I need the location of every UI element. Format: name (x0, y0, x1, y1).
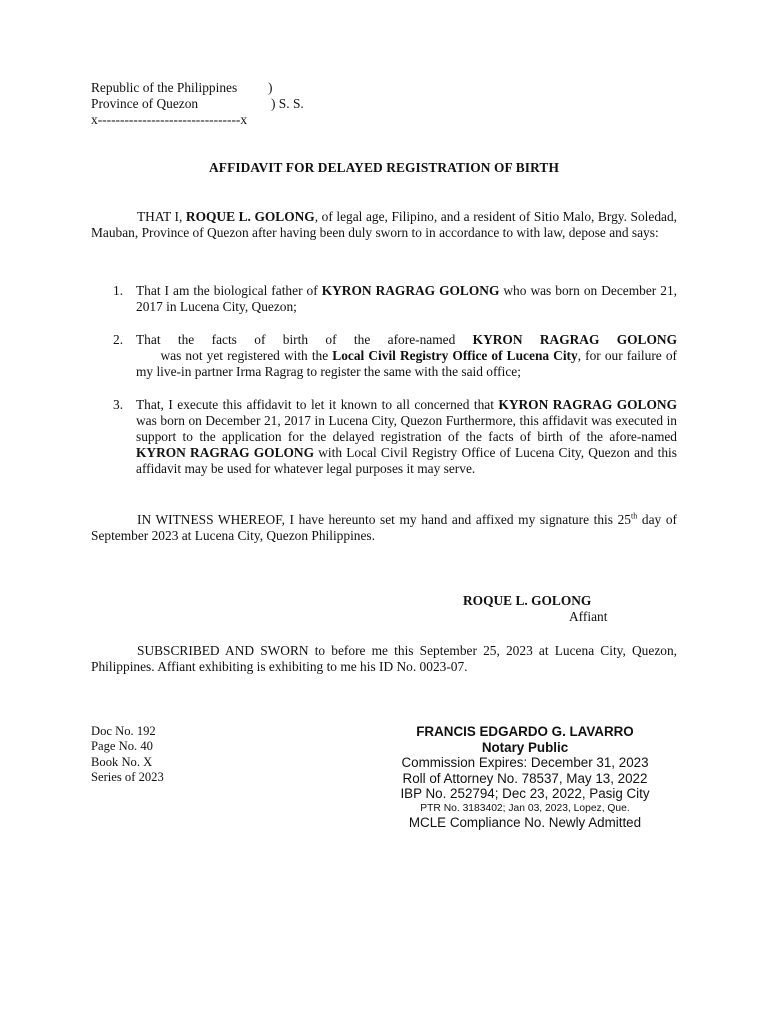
caption-line-2 (91, 96, 304, 112)
affiant-label: Affiant (569, 609, 608, 624)
list-item (91, 332, 677, 380)
ordinal-suffix: th (631, 511, 638, 521)
item-text-part: was born on December 21, 2017 in Lucena City, Quezon Furthermore, this affidavit was executed in support to the application for the delayed registration of the facts of birth of the afore-named (136, 413, 677, 444)
witness-paragraph (91, 512, 677, 544)
affiant-name-inline: ROQUE L. GOLONG (185, 209, 315, 224)
item-text-part: , for our failure of my live-in partner Irma Ragrag to register the same with the said office; (136, 348, 677, 379)
list-item (91, 283, 677, 315)
affiant-signature-block (463, 593, 663, 625)
item-number: 2. (113, 332, 124, 347)
item-text-part: with Local Civil Registry Office of Lucena City, Quezon and this affidavit may be used for whatever legal purposes it may serve. (136, 445, 677, 476)
item-number: 1. (113, 283, 124, 298)
list-item (91, 397, 677, 477)
notarial-register-info (91, 724, 164, 785)
witness-text-2: day of September 2023 at Lucena City, Quezon Philippines. (91, 512, 677, 543)
caption-line-1 (91, 80, 273, 96)
caption-block (91, 80, 304, 128)
caption-republic: Republic of the Philippines (91, 80, 238, 95)
caption-paren: ) (268, 80, 273, 95)
book-number: Book No. X (91, 754, 153, 769)
caption-province: Province of Quezon (91, 96, 199, 111)
item-number: 3. (113, 397, 124, 412)
item-text (136, 332, 677, 380)
roll-of-attorney: Roll of Attorney No. 78537, May 13, 2022 (402, 770, 648, 786)
item-text-part: who was born on December 21, 2017 in Lucena City, Quezon; (136, 283, 677, 314)
jurat-paragraph: SUBSCRIBED AND SWORN to before me this September 25, 2023 at Lucena City, Quezon, Philippines. Affiant exhibiting is exhibiting to me his ID No. 0023-07. (91, 643, 677, 674)
ptr-number: PTR No. 3183402; Jan 03, 2023, Lopez, Que. (420, 802, 630, 814)
commission-expiry: Commission Expires: December 31, 2023 (401, 755, 649, 770)
child-name: KYRON RAGRAG GOLONG (472, 332, 677, 347)
page-number: Page No. 40 (91, 739, 153, 754)
item-text (136, 283, 677, 315)
caption-divider: x--------------------------------x (91, 112, 248, 127)
item-text-part: That, I execute this affidavit to let it known to all concerned that (136, 397, 499, 412)
item-text-part: That I am the biological father of (136, 283, 322, 298)
child-name: KYRON RAGRAG GOLONG (136, 445, 315, 460)
affiant-name: ROQUE L. GOLONG (463, 593, 592, 608)
intro-text-1: THAT I, (137, 209, 186, 224)
registry-office-name: Local Civil Registry Office of Lucena City (332, 348, 578, 363)
intro-paragraph (91, 209, 677, 241)
doc-number: Doc No. 192 (91, 724, 156, 738)
item-text-part: was not yet registered with the (136, 348, 333, 363)
notary-block (372, 724, 678, 830)
intro-text-2: , of legal age, Filipino, and a resident of Sitio Malo, Brgy. Soledad, Mauban, Province of Quezon after having been duly sworn to in accordance to with law, depose and says: (91, 209, 677, 240)
item-text (136, 397, 677, 477)
series-year: Series of 2023 (91, 769, 164, 784)
child-name: KYRON RAGRAG GOLONG (321, 283, 500, 298)
ibp-number: IBP No. 252794; Dec 23, 2022, Pasig City (400, 786, 650, 801)
notary-name: FRANCIS EDGARDO G. LAVARRO (416, 724, 634, 739)
child-name: KYRON RAGRAG GOLONG (498, 397, 677, 412)
witness-text-1: IN WITNESS WHEREOF, I have hereunto set my hand and affixed my signature this 25 (137, 512, 632, 527)
caption-ss: ) S. S. (271, 96, 304, 111)
item-text-part: That the facts of birth of the afore-named (136, 332, 473, 347)
document-title: AFFIDAVIT FOR DELAYED REGISTRATION OF BIRTH (209, 160, 559, 175)
mcle-compliance: MCLE Compliance No. Newly Admitted (408, 814, 642, 830)
notary-title: Notary Public (481, 739, 569, 755)
